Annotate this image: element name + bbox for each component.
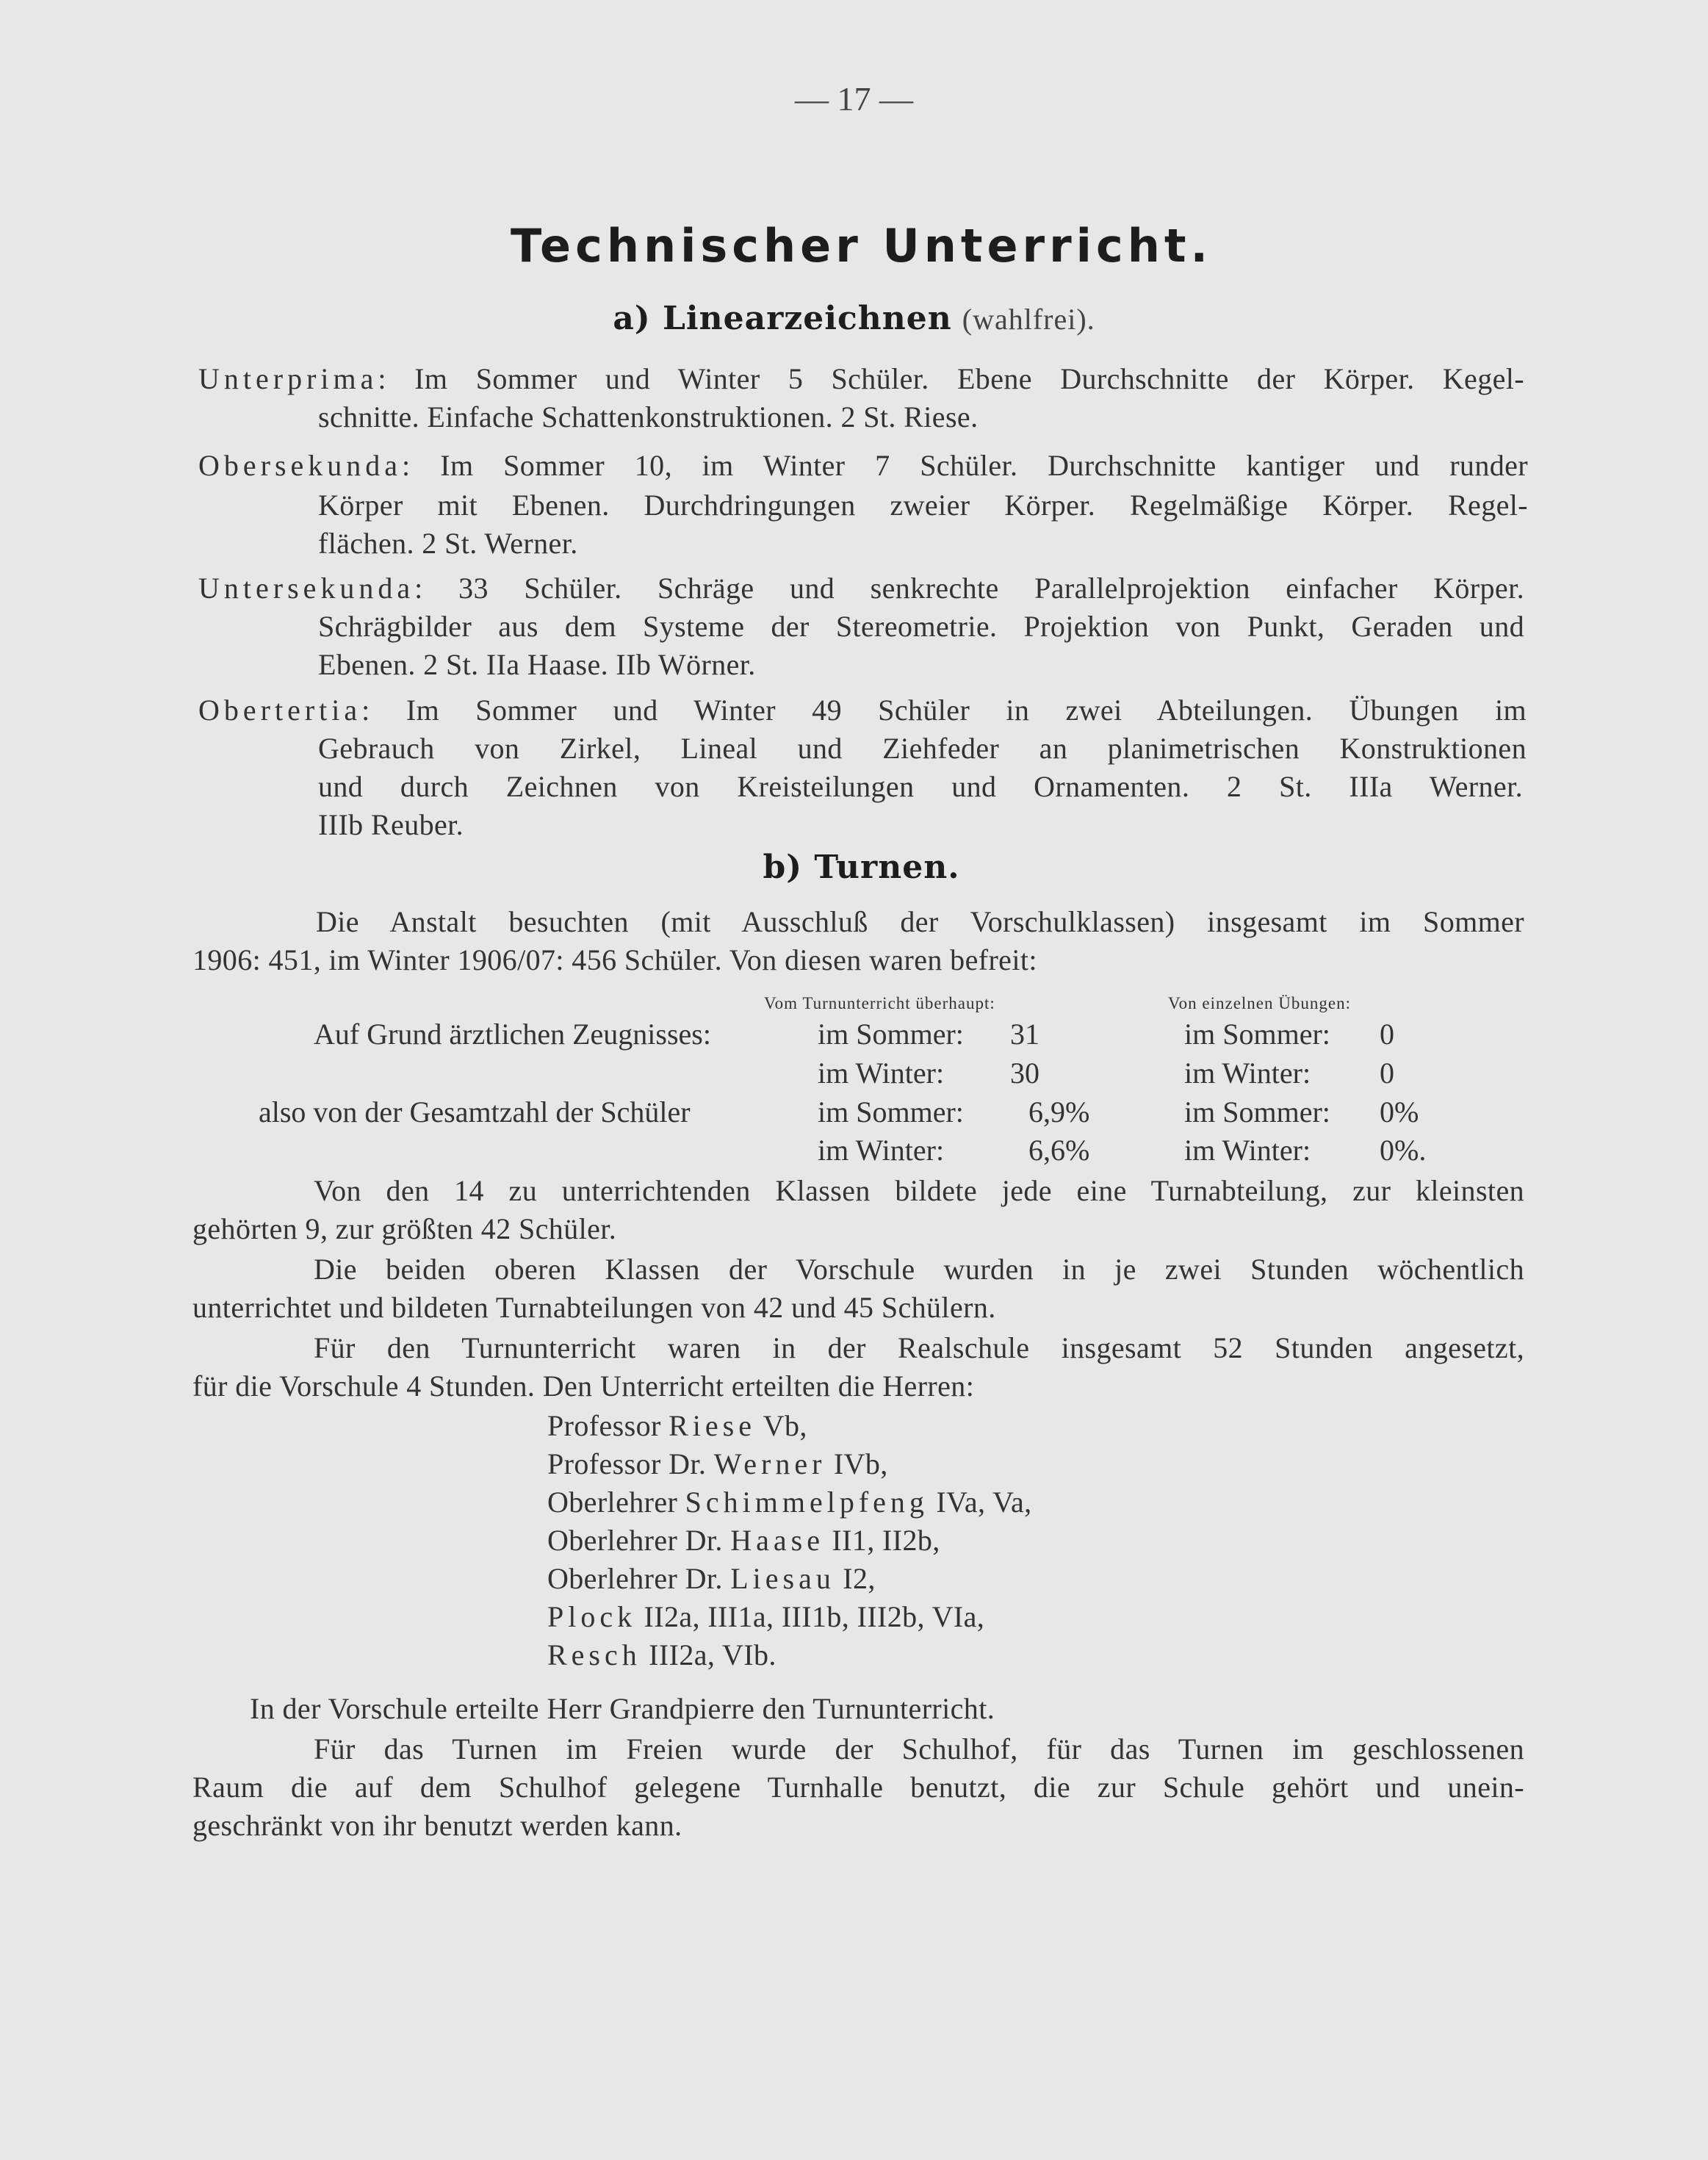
entry-obertertia-line-3: und durch Zeichnen von Kreisteilungen und Ornamenten. 2 St. IIIa Werner. xyxy=(318,770,1523,803)
teacher-name: Werner xyxy=(713,1447,826,1480)
paragraph-3-line-2: für die Vorschule 4 Stunden. Den Unterricht erteilten die Herren: xyxy=(192,1369,975,1403)
entry-label: Obersekunda xyxy=(198,449,403,482)
entry-unterprima-line-1: Unterprima: Im Sommer und Winter 5 Schüler. Ebene Durchschnitte der Körper. Kegel- xyxy=(198,362,1524,395)
table-cell-value: 30 xyxy=(1010,1056,1039,1090)
teacher-name: Plock xyxy=(547,1600,637,1633)
table-cell-value: 0 xyxy=(1380,1056,1394,1090)
page-number: — 17 — xyxy=(795,80,913,118)
teacher-name: Riese xyxy=(669,1409,756,1442)
entry-label: Obertertia xyxy=(198,694,362,727)
teacher-name: Liesau xyxy=(730,1562,835,1595)
table-header-col-2: Von einzelnen Übungen: xyxy=(1168,994,1351,1012)
table-cell-season: im Winter: xyxy=(1184,1056,1311,1090)
table-header-col-1: Vom Turnunterricht überhaupt: xyxy=(764,994,995,1012)
closing-line-3: Raum die auf dem Schulhof gelegene Turnhalle benutzt, die zur Schule gehört und unein- xyxy=(192,1771,1524,1804)
entry-label: Untersekunda xyxy=(198,572,415,605)
table-cell-value: 0 xyxy=(1380,1018,1394,1051)
teacher-name: Resch xyxy=(547,1638,641,1671)
table-cell-value: 6,6% xyxy=(1028,1134,1090,1167)
table-cell-value: 0% xyxy=(1380,1095,1419,1128)
section-heading-turnen xyxy=(0,849,1708,886)
paragraph-2-line-2: unterrichtet und bildeten Turnabteilungen von 42 und 45 Schülern. xyxy=(192,1291,996,1324)
table-cell-season: im Sommer: xyxy=(818,1018,964,1051)
table-cell-season: im Winter: xyxy=(818,1056,945,1090)
teacher-entry: Plock II2a, III1a, III1b, III2b, VIa, xyxy=(547,1600,985,1633)
entry-obersekunda-line-2: Körper mit Ebenen. Durchdringungen zweier Körper. Regelmäßige Körper. Regel- xyxy=(318,489,1528,522)
table-cell-season: im Sommer: xyxy=(1184,1095,1330,1128)
paragraph-1-line-2: gehörten 9, zur größten 42 Schüler. xyxy=(192,1212,617,1245)
entry-unterprima-line-2: schnitte. Einfache Schattenkonstruktionen. 2 St. Riese. xyxy=(318,400,979,433)
teacher-entry: Professor Riese Vb, xyxy=(547,1409,807,1442)
section-heading-label: b) Turnen. xyxy=(763,849,960,886)
closing-line-2: Für das Turnen im Freien wurde der Schulhof, für das Turnen im geschlossenen xyxy=(314,1732,1524,1765)
turnen-intro-line-2: 1906: 451, im Winter 1906/07: 456 Schüler. Von diesen waren befreit: xyxy=(192,943,1037,976)
entry-obersekunda-line-3: flächen. 2 St. Werner. xyxy=(318,527,578,560)
paragraph-2-line-1: Die beiden oberen Klassen der Vorschule wurden in je zwei Stunden wöchentlich xyxy=(314,1253,1524,1286)
closing-line-1: In der Vorschule erteilte Herr Grandpierre den Turnunterricht. xyxy=(250,1692,995,1725)
teacher-name: Haase xyxy=(730,1524,824,1557)
teacher-entry: Oberlehrer Dr. Liesau I2, xyxy=(547,1562,876,1595)
closing-line-4: geschränkt von ihr benutzt werden kann. xyxy=(192,1809,682,1842)
entry-untersekunda-line-3: Ebenen. 2 St. IIa Haase. IIb Wörner. xyxy=(318,648,756,681)
table-cell-season: im Winter: xyxy=(818,1134,945,1167)
table-row-label: also von der Gesamtzahl der Schüler xyxy=(259,1095,691,1128)
entry-untersekunda-line-1: Untersekunda: 33 Schüler. Schräge und senkrechte Parallelprojektion einfacher Körper. xyxy=(198,572,1524,605)
teacher-name: Schimmelpfeng xyxy=(685,1486,929,1519)
turnen-intro-line-1: Die Anstalt besuchten (mit Ausschluß der Vorschulklassen) insgesamt im Sommer xyxy=(316,905,1524,938)
paragraph-3-line-1: Für den Turnunterricht waren in der Realschule insgesamt 52 Stunden angesetzt, xyxy=(314,1331,1524,1364)
teacher-entry: Resch III2a, VIb. xyxy=(547,1638,776,1671)
entry-obersekunda-line-1: Obersekunda: Im Sommer 10, im Winter 7 Schüler. Durchschnitte kantiger und runder xyxy=(198,449,1528,482)
paragraph-1-line-1: Von den 14 zu unterrichtenden Klassen bildete jede eine Turnabteilung, zur kleinsten xyxy=(314,1174,1524,1207)
entry-obertertia-line-4: IIIb Reuber. xyxy=(318,808,464,841)
table-cell-value: 0%. xyxy=(1380,1134,1427,1167)
teacher-entry: Oberlehrer Dr. Haase II1, II2b, xyxy=(547,1524,940,1557)
table-cell-season: im Sommer: xyxy=(818,1095,964,1128)
section-heading-note: (wahlfrei). xyxy=(962,303,1095,336)
entry-label: Unterprima xyxy=(198,362,378,395)
entry-obertertia-line-1: Obertertia: Im Sommer und Winter 49 Schüler in zwei Abteilungen. Übungen im xyxy=(198,694,1527,727)
table-cell-value: 6,9% xyxy=(1028,1095,1090,1128)
table-cell-season: im Winter: xyxy=(1184,1134,1311,1167)
page-title: Technischer Unterricht. xyxy=(510,219,1213,273)
teacher-entry: Professor Dr. Werner IVb, xyxy=(547,1447,888,1480)
table-cell-value: 31 xyxy=(1010,1018,1039,1051)
entry-obertertia-line-2: Gebrauch von Zirkel, Lineal und Ziehfeder an planimetrischen Konstruktionen xyxy=(318,732,1527,765)
section-heading-linearzeichnen xyxy=(0,300,1708,337)
section-heading-label: a) Linearzeichnen xyxy=(613,300,952,337)
teacher-entry: Oberlehrer Schimmelpfeng IVa, Va, xyxy=(547,1486,1032,1519)
table-cell-season: im Sommer: xyxy=(1184,1018,1330,1051)
entry-untersekunda-line-2: Schrägbilder aus dem Systeme der Stereometrie. Projektion von Punkt, Geraden und xyxy=(318,610,1524,643)
table-row-label: Auf Grund ärztlichen Zeugnisses: xyxy=(314,1018,711,1051)
